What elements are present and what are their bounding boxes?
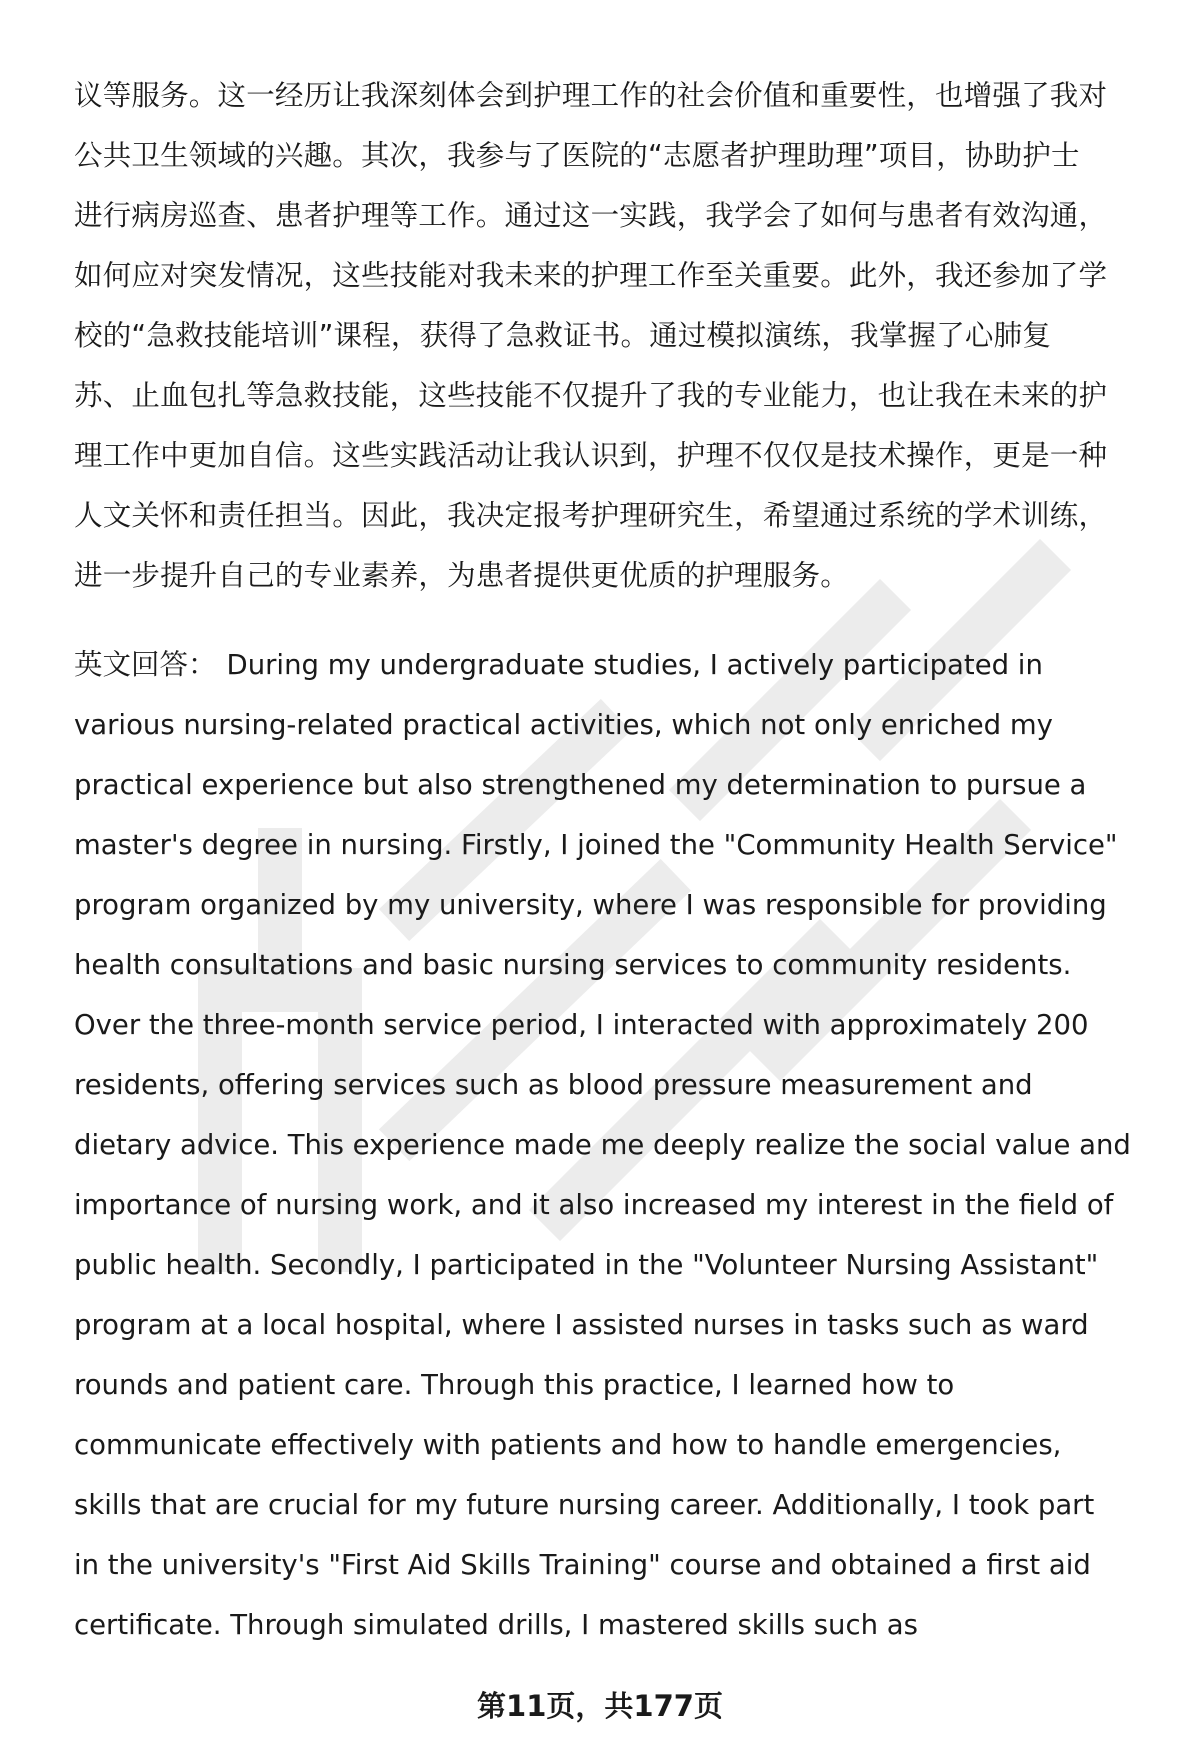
english-line: certificate. Through simulated drills, I mastered skills such as xyxy=(74,1609,918,1641)
english-line-text: During my undergraduate studies, I actively participated in xyxy=(226,649,1043,681)
english-line: program organized by my university, where I was responsible for providing xyxy=(74,889,1107,921)
english-line: practical experience but also strengthened my determination to pursue a xyxy=(74,769,1087,801)
chinese-line: 公共卫生领域的兴趣。其次，我参与了医院的“志愿者护理助理”项目，协助护士 xyxy=(74,139,1080,172)
page-number-footer: 第11页，共177页 xyxy=(477,1689,723,1723)
english-line: skills that are crucial for my future nursing career. Additionally, I took part xyxy=(74,1489,1095,1521)
english-line: public health. Secondly, I participated in the "Volunteer Nursing Assistant" xyxy=(74,1249,1099,1281)
english-line: in the university's "First Aid Skills Training" course and obtained a first aid xyxy=(74,1549,1091,1581)
chinese-line: 如何应对突发情况，这些技能对我未来的护理工作至关重要。此外，我还参加了学 xyxy=(74,259,1108,292)
english-line: health consultations and basic nursing services to community residents. xyxy=(74,949,1072,981)
chinese-line: 议等服务。这一经历让我深刻体会到护理工作的社会价值和重要性，也增强了我对 xyxy=(74,79,1108,112)
english-line: various nursing-related practical activities, which not only enriched my xyxy=(74,709,1053,741)
english-line: master's degree in nursing. Firstly, I joined the "Community Health Service" xyxy=(74,829,1118,861)
english-line: importance of nursing work, and it also increased my interest in the field of xyxy=(74,1189,1114,1221)
english-line: communicate effectively with patients and how to handle emergencies, xyxy=(74,1429,1062,1461)
english-line xyxy=(74,635,1144,695)
chinese-line: 苏、止血包扎等急救技能，这些技能不仅提升了我的专业能力，也让我在未来的护 xyxy=(74,379,1108,412)
chinese-paragraph xyxy=(74,66,1134,606)
english-line: Over the three-month service period, I interacted with approximately 200 xyxy=(74,1009,1089,1041)
chinese-line: 人文关怀和责任担当。因此，我决定报考护理研究生，希望通过系统的学术训练， xyxy=(74,499,1108,532)
english-answer-paragraph xyxy=(74,635,1144,1655)
english-answer-label: 英文回答： xyxy=(74,648,217,681)
chinese-line: 理工作中更加自信。这些实践活动让我认识到，护理不仅仅是技术操作，更是一种 xyxy=(74,439,1108,472)
english-line: rounds and patient care. Through this practice, I learned how to xyxy=(74,1369,955,1401)
chinese-line: 进一步提升自己的专业素养，为患者提供更优质的护理服务。 xyxy=(74,559,849,592)
chinese-line: 进行病房巡查、患者护理等工作。通过这一实践，我学会了如何与患者有效沟通， xyxy=(74,199,1108,232)
chinese-line: 校的“急救技能培训”课程，获得了急救证书。通过模拟演练，我掌握了心肺复 xyxy=(74,319,1052,352)
english-line: residents, offering services such as blood pressure measurement and xyxy=(74,1069,1033,1101)
english-line: dietary advice. This experience made me deeply realize the social value and xyxy=(74,1129,1131,1161)
english-line: program at a local hospital, where I assisted nurses in tasks such as ward xyxy=(74,1309,1089,1341)
